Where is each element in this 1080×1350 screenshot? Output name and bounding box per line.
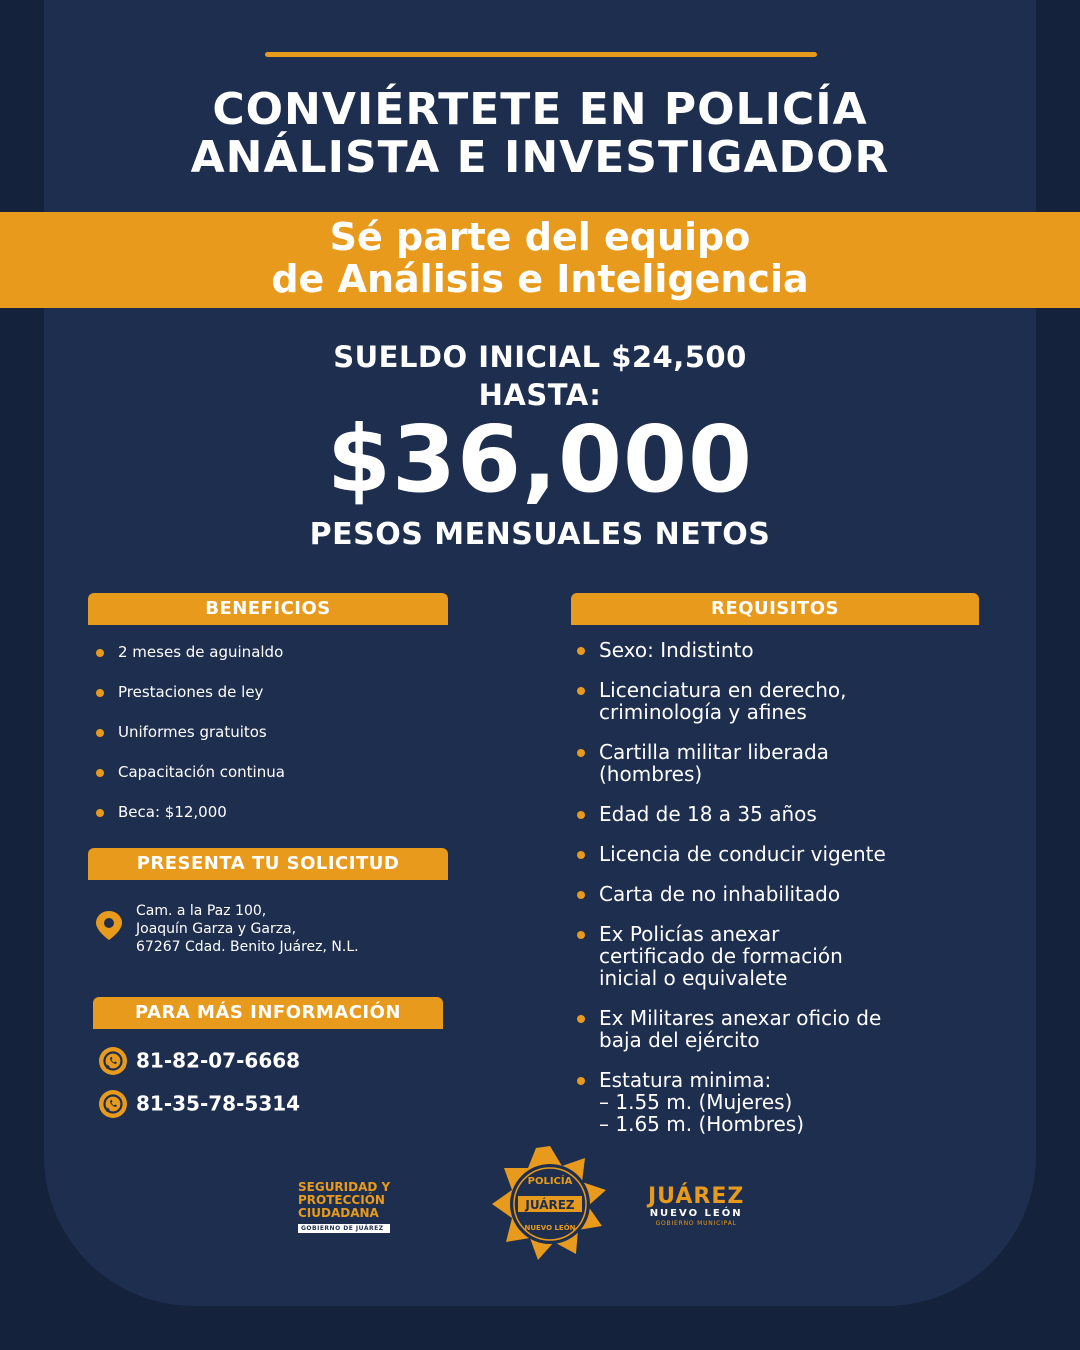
list-item: Uniformes gratuitos [96,720,446,760]
list-item: Ex Militares anexar oficio de baja del ejército [577,1007,997,1051]
bullet-icon [577,811,585,819]
list-item: Carta de no inhabilitado [577,883,997,905]
juarez-logo [648,1186,744,1228]
logo-line-3: CIUDADANA [298,1206,379,1220]
police-badge-icon [490,1144,610,1264]
main-title [0,86,1080,182]
salary-unit: PESOS MENSUALES NETOS [309,517,771,552]
address-text: Cam. a la Paz 100, Joaquín Garza y Garza, 67267 Cdad. Benito Juárez, N.L. [136,903,359,955]
title-line-1: CONVIÉRTETE EN POLICÍA [212,84,868,135]
bullet-icon [577,931,585,939]
juarez-logo-title: JUÁREZ [648,1184,745,1209]
list-item: Edad de 18 a 35 años [577,803,997,825]
list-item: Capacitación continua [96,760,446,800]
top-divider [265,52,817,57]
list-item: 2 meses de aguinaldo [96,640,446,680]
bullet-icon [96,649,104,657]
list-item: Cartilla militar liberada (hombres) [577,741,997,785]
bullet-icon [577,749,585,757]
phone-2[interactable] [98,1087,300,1119]
bullet-icon [577,891,585,899]
list-item: Licenciatura en derecho, criminología y afines [577,679,997,723]
list-item: Ex Policías anexar certificado de formación inicial o equivalete [577,923,997,989]
bullet-icon [96,729,104,737]
salary-until-text: HASTA: [478,378,602,412]
bullet-icon [96,769,104,777]
bullet-icon [577,1077,585,1085]
banner-line-2: de Análisis e Inteligencia [271,257,809,301]
list-item: Beca: $12,000 [96,800,446,840]
bullet-icon [96,689,104,697]
beneficios-list [96,640,446,840]
beneficios-header: BENEFICIOS [88,593,448,625]
juarez-logo-sub: GOBIERNO MUNICIPAL [655,1220,737,1227]
requisitos-header: REQUISITOS [571,593,979,625]
solicitud-header: PRESENTA TU SOLICITUD [88,848,448,880]
juarez-logo-state: NUEVO LEÓN [649,1208,743,1219]
list-item: Sexo: Indistinto [577,639,997,661]
badge-mid-text: JUÁREZ [525,1198,575,1212]
list-item: Estatura minima: – 1.55 m. (Mujeres) – 1.65 m. (Hombres) [577,1069,997,1135]
list-item: Prestaciones de ley [96,680,446,720]
banner-text [0,216,1080,300]
salary-initial [0,338,1080,414]
bullet-icon [96,809,104,817]
banner-line-1: Sé parte del equipo [329,215,751,259]
info-header: PARA MÁS INFORMACIÓN [93,997,443,1029]
location-pin-icon [94,909,124,941]
logo-subtitle: GOBIERNO DE JUÁREZ [298,1224,390,1233]
phone-1[interactable] [98,1044,300,1076]
requisitos-list [577,639,997,1153]
logo-line-1: SEGURIDAD Y [298,1180,391,1194]
badge-bottom-text: NUEVO LEÓN [524,1224,576,1232]
bullet-icon [577,687,585,695]
title-line-2: ANÁLISTA E INVESTIGADOR [190,132,890,183]
salary-amount: $36,000 [326,406,754,513]
phone-number: 81-35-78-5314 [136,1091,301,1116]
salary-initial-text: SUELDO INICIAL $24,500 [333,340,747,374]
seguridad-logo [298,1181,390,1233]
bullet-icon [577,1015,585,1023]
logo-line-2: PROTECCIÓN [298,1193,385,1207]
bullet-icon [577,647,585,655]
bullet-icon [577,851,585,859]
whatsapp-icon [98,1046,128,1076]
phone-number: 81-82-07-6668 [136,1048,301,1073]
list-item: Licencia de conducir vigente [577,843,997,865]
whatsapp-icon [98,1089,128,1119]
badge-top-text: POLICÍA [527,1176,573,1187]
